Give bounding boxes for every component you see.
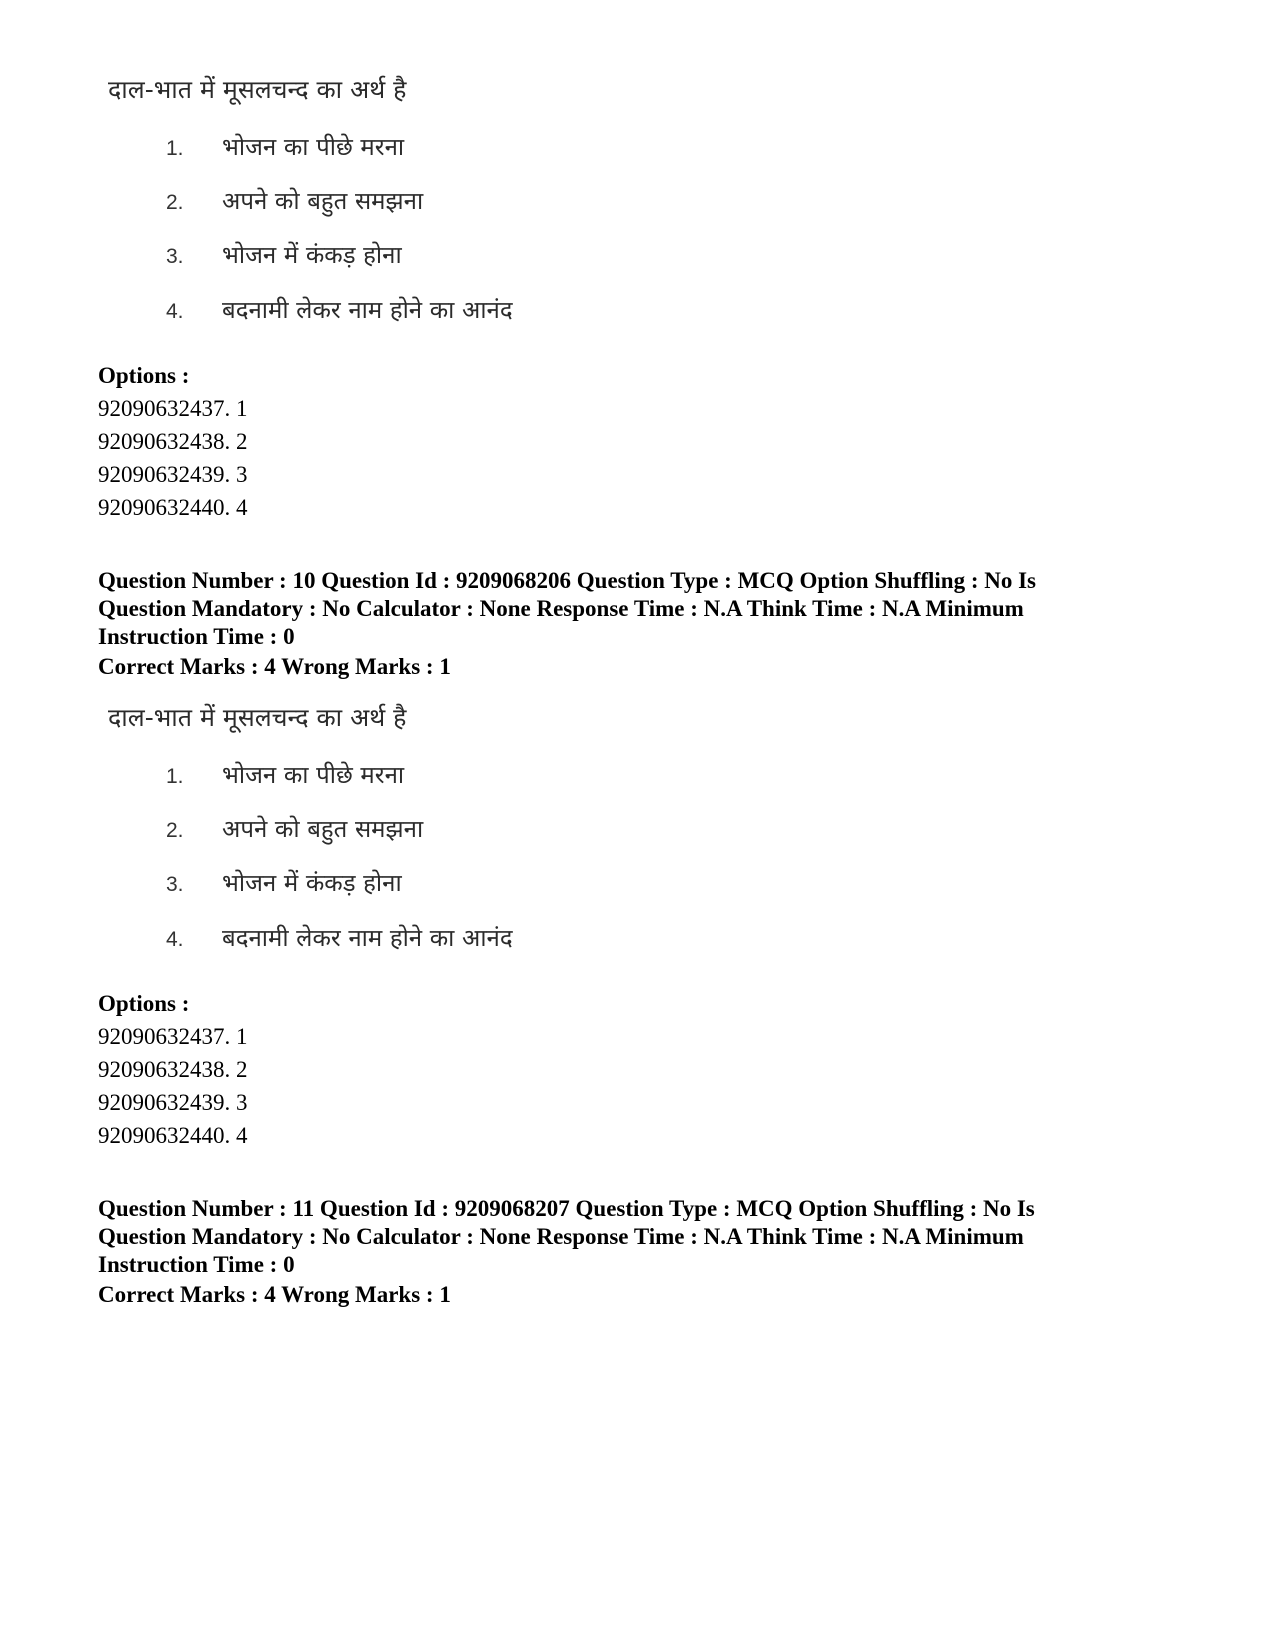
option-item: 92090632440. 4 [98,495,248,520]
option-item: 92090632439. 3 [98,462,248,487]
option-item: 92090632439. 3 [98,1090,248,1115]
choice-text: बदनामी लेकर नाम होने का आनंद [222,296,513,324]
choice-text: बदनामी लेकर नाम होने का आनंद [222,924,513,952]
question-choice [166,238,402,271]
question-meta: Question Number : 10 Question Id : 9209068206 Question Type : MCQ Option Shuffling : No Is Question Mandatory : No Calculator : None Response Time : N.A Think Time : N.A Minimum Instruction Time : 0 [98,568,1037,649]
question-meta: Question Number : 11 Question Id : 9209068207 Question Type : MCQ Option Shuffling : No Is Question Mandatory : No Calculator : None Response Time : N.A Think Time : N.A Minimum Instruction Time : 0 [98,1196,1035,1277]
question-image [100,700,660,970]
options-label: Options : [98,991,190,1016]
option-item: 92090632440. 4 [98,1123,248,1148]
question-choice [166,866,402,899]
choice-number: 3. [166,245,184,268]
choice-text: अपने को बहुत समझना [222,815,424,843]
choice-number: 1. [166,137,184,160]
choice-text: भोजन का पीछे मरना [222,761,405,789]
choice-text: अपने को बहुत समझना [222,187,424,215]
question-choice [166,184,423,217]
question-choice [166,130,404,163]
option-item: 92090632437. 1 [98,396,248,421]
choice-text: भोजन का पीछे मरना [222,133,405,161]
question-marks: Correct Marks : 4 Wrong Marks : 1 [98,1282,451,1307]
choice-number: 4. [166,300,184,323]
question-image [100,72,660,342]
question-stem: दाल-भात में मूसलचन्द का अर्थ है [108,75,407,104]
choice-number: 3. [166,873,184,896]
choice-number: 1. [166,765,184,788]
choice-text: भोजन में कंकड़ होना [222,241,402,269]
question-marks: Correct Marks : 4 Wrong Marks : 1 [98,654,451,679]
question-choice [166,293,513,326]
question-choice [166,758,404,791]
choice-number: 2. [166,191,184,214]
options-label: Options : [98,363,190,388]
choice-number: 2. [166,819,184,842]
option-item: 92090632438. 2 [98,429,248,454]
option-item: 92090632437. 1 [98,1024,248,1049]
question-stem: दाल-भात में मूसलचन्द का अर्थ है [108,703,407,732]
question-choice [166,921,513,954]
choice-number: 4. [166,928,184,951]
question-choice [166,812,423,845]
option-item: 92090632438. 2 [98,1057,248,1082]
choice-text: भोजन में कंकड़ होना [222,869,402,897]
